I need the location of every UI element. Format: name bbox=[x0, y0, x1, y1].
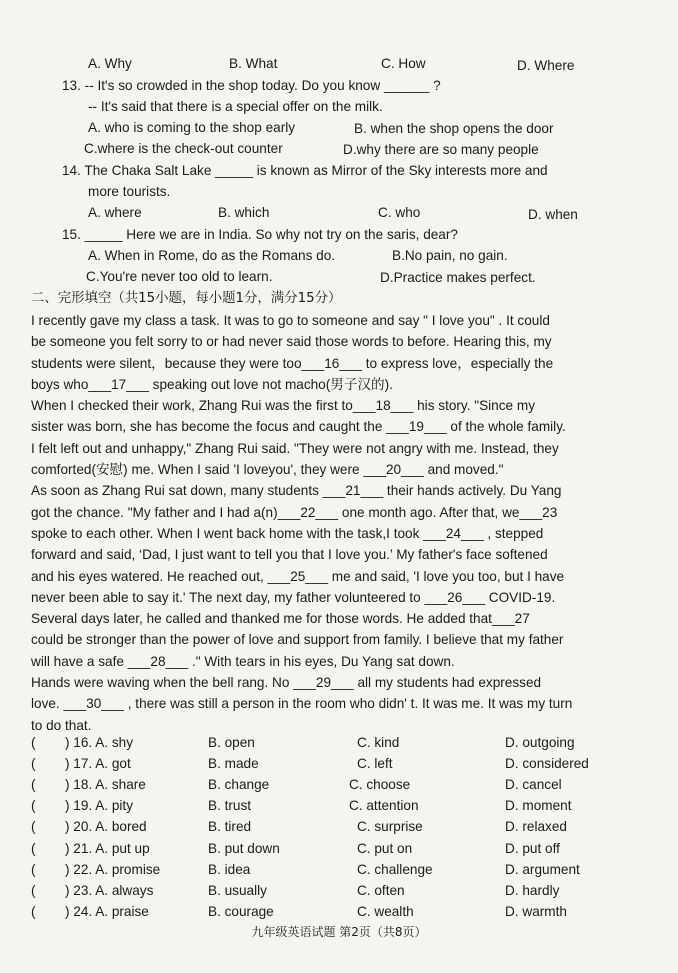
answer-row-24 bbox=[31, 902, 641, 922]
option-b: B. made bbox=[208, 756, 259, 771]
option-b: B. courage bbox=[208, 904, 274, 919]
q12-option-a: A. Why bbox=[88, 56, 132, 71]
q14-option-d: D. when bbox=[528, 207, 578, 222]
option-a: ) 20. A. bored bbox=[65, 819, 147, 834]
passage-line: boys who___17___ speaking out love not macho(男子汉的). bbox=[31, 376, 393, 392]
option-a: ) 19. A. pity bbox=[65, 798, 134, 813]
option-c: C. often bbox=[357, 883, 405, 898]
option-d: D. put off bbox=[505, 841, 560, 856]
option-c: C. choose bbox=[349, 777, 411, 792]
q13-option-c: C.where is the check-out counter bbox=[84, 141, 283, 156]
section-title-cloze: 二、完形填空（共15小题，每小题1分，满分15分） bbox=[31, 291, 342, 306]
option-d: D. warmth bbox=[505, 904, 567, 919]
passage-line: be someone you felt sorry to or had never said those words to before. Hearing this, my bbox=[31, 334, 552, 350]
q14-option-c: C. who bbox=[378, 205, 421, 220]
passage-line: never been able to say it.' The next day, my father volunteered to ___26___ COVID-19. bbox=[31, 589, 556, 605]
option-a: ) 24. A. praise bbox=[65, 904, 149, 919]
answer-bracket[interactable]: ( bbox=[31, 819, 36, 834]
q13-line-1: 13. -- It's so crowded in the shop today. Do you know ______ ? bbox=[62, 78, 441, 93]
answer-bracket[interactable]: ( bbox=[31, 798, 36, 813]
q12-option-d: D. Where bbox=[517, 58, 575, 73]
option-d: D. considered bbox=[505, 756, 589, 771]
passage-line: got the chance. "My father and I had a(n)___22___ one month ago. After that, we___23 bbox=[31, 504, 558, 520]
option-b: B. trust bbox=[208, 798, 252, 813]
passage-line: students were silent，because they were too___16___ to express love，especially the bbox=[31, 355, 554, 371]
option-d: D. moment bbox=[505, 798, 572, 813]
answer-row-17 bbox=[31, 754, 641, 774]
option-c: C. kind bbox=[357, 735, 400, 750]
passage-line: to do that. bbox=[31, 717, 92, 733]
answer-bracket[interactable]: ( bbox=[31, 735, 36, 750]
cloze-passage bbox=[31, 310, 609, 736]
answer-row-16 bbox=[31, 733, 641, 753]
option-b: B. tired bbox=[208, 819, 252, 834]
option-a: ) 16. A. shy bbox=[65, 735, 134, 750]
answer-bracket[interactable]: ( bbox=[31, 777, 36, 792]
option-d: D. cancel bbox=[505, 777, 562, 792]
passage-line: spoke to each other. When I went back home with the task,I took ___24___ , stepped bbox=[31, 525, 544, 541]
q15-option-a: A. When in Rome, do as the Romans do. bbox=[88, 248, 336, 263]
option-c: C. put on bbox=[357, 841, 413, 856]
q13-line-2: -- It's said that there is a special offer on the milk. bbox=[88, 99, 383, 114]
option-c: C. surprise bbox=[357, 819, 423, 834]
option-c: C. wealth bbox=[357, 904, 414, 919]
option-c: C. left bbox=[357, 756, 393, 771]
q14-option-b: B. which bbox=[218, 205, 270, 220]
option-b: B. put down bbox=[208, 841, 280, 856]
answer-bracket[interactable]: ( bbox=[31, 841, 36, 856]
passage-line: Several days later, he called and thanked me for those words. He added that___27 bbox=[31, 611, 530, 627]
option-b: B. open bbox=[208, 735, 255, 750]
option-d: D. relaxed bbox=[505, 819, 567, 834]
q15-option-c: C.You're never too old to learn. bbox=[86, 269, 273, 284]
page-footer: 九年级英语试题 第2页（共8页） bbox=[251, 925, 427, 939]
passage-line: I recently gave my class a task. It was to go to someone and say " I love you" . It could bbox=[31, 313, 550, 328]
passage-line: I felt left out and unhappy," Zhang Rui said. "They were not angry with me. Instead, they bbox=[31, 440, 559, 456]
answer-row-19 bbox=[31, 796, 641, 816]
passage-line: love. ___30___ , there was still a person in the room who didn' t. It was me. It was my turn bbox=[31, 696, 573, 712]
answer-bracket[interactable]: ( bbox=[31, 883, 36, 898]
q15-line-1: 15. _____ Here we are in India. So why not try on the saris, dear? bbox=[62, 227, 458, 242]
option-a: ) 23. A. always bbox=[65, 883, 154, 898]
answer-bracket[interactable]: ( bbox=[31, 904, 36, 919]
answer-row-20 bbox=[31, 817, 641, 837]
q12-option-b: B. What bbox=[229, 56, 278, 71]
option-a: ) 18. A. share bbox=[65, 777, 146, 792]
option-b: B. idea bbox=[208, 862, 251, 877]
passage-line: could be stronger than the power of love and support from family. I believe that my father bbox=[31, 632, 564, 648]
option-c: C. attention bbox=[349, 798, 419, 813]
passage-line: When I checked their work, Zhang Rui was the first to___18___ his story. "Since my bbox=[31, 398, 535, 414]
option-d: D. argument bbox=[505, 862, 580, 877]
option-d: D. hardly bbox=[505, 883, 560, 898]
passage-line: and his eyes watered. He reached out, ___25___ me and said, 'I love you too, but I have bbox=[31, 568, 565, 584]
option-a: ) 21. A. put up bbox=[65, 841, 150, 856]
q13-option-d: D.why there are so many people bbox=[343, 142, 539, 157]
q13-option-b: B. when the shop opens the door bbox=[354, 121, 554, 136]
q15-option-b: B.No pain, no gain. bbox=[392, 248, 508, 263]
passage-line: forward and said, ‘Dad, I just want to tell you that I love you.’ My father's face softened bbox=[31, 547, 548, 563]
q14-line-1: 14. The Chaka Salt Lake _____ is known as Mirror of the Sky interests more and bbox=[62, 163, 548, 178]
passage-line: sister was born, she has become the focus and caught the ___19___ of the whole family. bbox=[31, 419, 566, 435]
q14-option-a: A. where bbox=[88, 205, 142, 220]
option-a: ) 17. A. got bbox=[65, 756, 131, 771]
answer-bracket[interactable]: ( bbox=[31, 756, 36, 771]
option-d: D. outgoing bbox=[505, 735, 575, 750]
answer-row-18 bbox=[31, 775, 641, 795]
option-a: ) 22. A. promise bbox=[65, 862, 161, 877]
q14-line-2: more tourists. bbox=[88, 184, 171, 199]
option-c: C. challenge bbox=[357, 862, 433, 877]
q13-option-a: A. who is coming to the shop early bbox=[88, 120, 296, 135]
answer-row-21 bbox=[31, 839, 641, 859]
option-b: B. change bbox=[208, 777, 270, 792]
passage-line: will have a safe ___28___ ." With tears in his eyes, Du Yang sat down. bbox=[31, 653, 455, 669]
passage-line: As soon as Zhang Rui sat down, many students ___21___ their hands actively. Du Yang bbox=[31, 483, 562, 499]
q15-option-d: D.Practice makes perfect. bbox=[380, 270, 536, 285]
passage-line: comforted(安慰) me. When I said 'I loveyou', they were ___20___ and moved." bbox=[31, 462, 504, 478]
q12-option-c: C. How bbox=[381, 56, 426, 71]
option-b: B. usually bbox=[208, 883, 267, 898]
answer-row-22 bbox=[31, 860, 641, 880]
answer-row-23 bbox=[31, 881, 641, 901]
answer-bracket[interactable]: ( bbox=[31, 862, 36, 877]
passage-line: Hands were waving when the bell rang. No ___29___ all my students had expressed bbox=[31, 675, 542, 691]
